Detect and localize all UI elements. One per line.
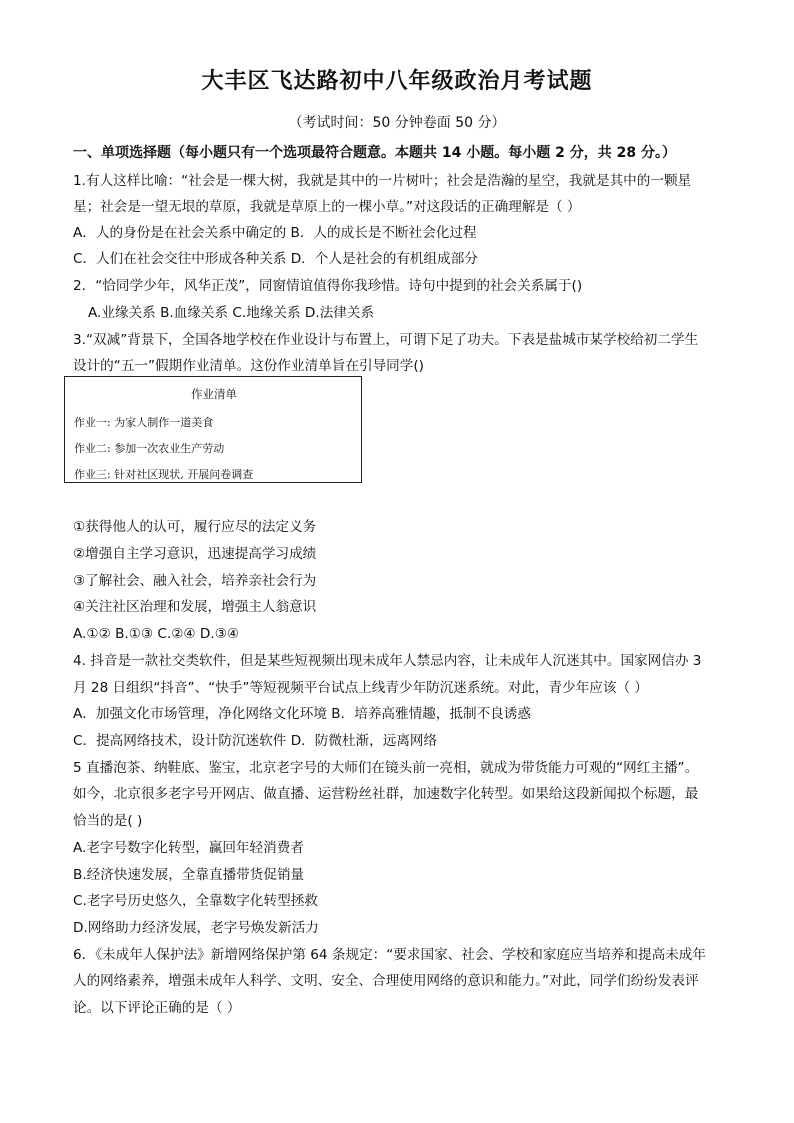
homework-table [64,376,362,483]
homework-table-title: 作业清单 [191,387,237,401]
q5-option: C.老字号历史悠久，全靠数字化转型拯救 [73,893,318,909]
exam-subtitle: （考试时间：50 分钟卷面 50 分） [288,115,506,131]
q3-choice: ②增强自主学习意识，迅速提高学习成绩 [73,546,317,562]
q2-options: A.业缘关系 B.血缘关系 C.地缘关系 D.法律关系 [88,305,375,321]
q5-option: D.网络助力经济发展，老字号焕发新活力 [73,920,319,936]
q5-line3: 恰当的是( ) [73,813,143,829]
q3-choice: ①获得他人的认可，履行应尽的法定义务 [73,519,317,535]
q5-option: A.老字号数字化转型，赢回年轻消费者 [73,840,304,856]
q6-line1: 6．《未成年人保护法》新增网络保护第 64 条规定：“要求国家、社会、学校和家庭应当培养和提高未成年 [73,947,706,963]
q4-options-ab: A．加强文化市场管理，净化网络文化环境 B．培养高雅情趣，抵制不良诱惑 [73,706,531,722]
q1-options-cd: C．人们在社会交往中形成各种关系 D．个人是社会的有机组成部分 [73,251,478,267]
q3-choice: ④关注社区治理和发展，增强主人翁意识 [73,599,317,615]
q6-line2: 人的网络素养，增强未成年人科学、文明、安全、合理使用网络的意识和能力。”对此，同学们纷纷发表评 [73,973,699,989]
q5-line1: 5 直播泡茶、纳鞋底、鉴宝，北京老字号的大师们在镜头前一亮相，就成为带货能力可观的“网红主播”。 [73,760,699,776]
q4-line2: 月 28 日组织“抖音”、“快手”等短视频平台试点上线青少年防沉迷系统。对此，青少年应该（ ） [73,680,648,696]
q3-line1: 3.“双减”背景下，全国各地学校在作业设计与布置上，可谓下足了功夫。下表是盐城市某学校给初二学生 [73,332,699,348]
q5-option: B.经济快速发展，全靠直播带货促销量 [73,867,305,883]
q5-line2: 如今，北京很多老字号开网店、做直播、运营粉丝社群，加速数字化转型。如果给这段新闻拟个标题，最 [73,786,699,802]
homework-item: 作业二: 参加一次农业生产劳动 [74,442,225,455]
q3-choice: ③了解社会、融入社会，培养亲社会行为 [73,573,317,589]
q4-options-cd: C．提高网络技术，设计防沉迷软件 D．防微杜渐，远离网络 [73,733,438,749]
section-heading: 一、单项选择题（每小题只有一个选项最符合题意。本题共 14 小题。每小题 2 分，共 28 分。） [73,145,676,161]
q1-line2: 星；社会是一望无垠的草原，我就是草原上的一棵小草。”对这段话的正确理解是（ ） [73,199,581,215]
q2-line1: 2．“恰同学少年，风华正茂”，同窗情谊值得你我珍惜。诗句中提到的社会关系属于() [73,278,583,294]
q3-line2: 设计的“五一”假期作业清单。这份作业清单旨在引导同学() [73,358,424,374]
exam-title: 大丰区飞达路初中八年级政治月考试题 [201,68,593,94]
q1-line1: 1.有人这样比喻：“社会是一棵大树，我就是其中的一片树叶；社会是浩瀚的星空，我就是其中的一颗星 [73,173,692,189]
q1-options-ab: A．人的身份是在社会关系中确定的 B．人的成长是不断社会化过程 [73,225,477,241]
homework-item: 作业一: 为家人制作一道美食 [74,416,214,429]
q4-line1: 4. 抖音是一款社交类软件，但是某些短视频出现未成年人禁忌内容，让未成年人沉迷其中。国家网信办 3 [73,653,702,669]
q3-options: A.①② B.①③ C.②④ D.③④ [73,626,240,642]
homework-item: 作业三: 针对社区现状, 开展问卷调查 [74,468,254,481]
q6-line3: 论。以下评论正确的是（ ） [73,1000,241,1016]
